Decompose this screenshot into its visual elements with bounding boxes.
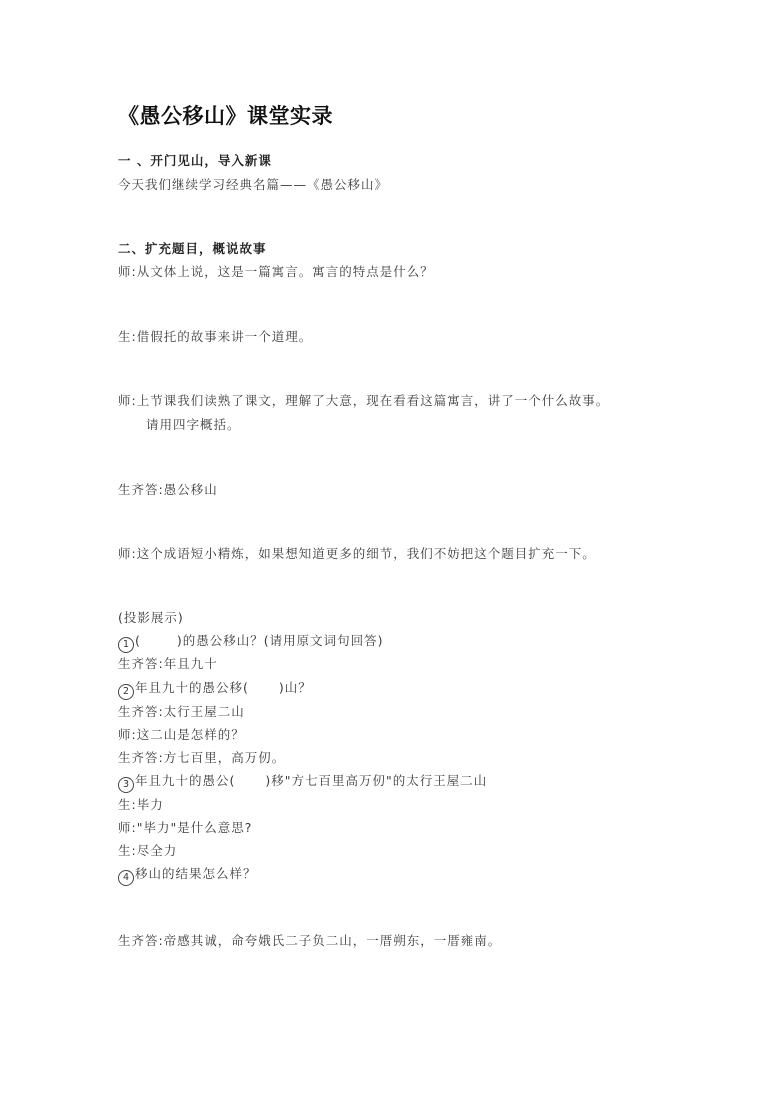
question-2-part-a: 年且九十的愚公移( — [135, 680, 249, 695]
dialogue-line-3-continued: 请用四字概括。 — [146, 417, 241, 432]
answer-1: 生齐答:年且九十 — [118, 656, 218, 671]
circled-number-icon: 4 — [118, 870, 134, 886]
dialogue-line-2: 生:借假托的故事来讲一个道理。 — [118, 329, 313, 344]
question-4-text: 移山的结果怎么样？ — [135, 866, 257, 881]
answer-2c: 生齐答:方七百里，高万仞。 — [118, 750, 286, 765]
document-title: 《愚公移山》课堂实录 — [118, 104, 333, 128]
question-3-part-b: )移"方七百里高万仞"的太行王屋二山 — [265, 773, 488, 788]
question-3 — [118, 773, 487, 793]
section-2-heading: 二、扩充题目，概说故事 — [118, 241, 267, 256]
question-1 — [118, 633, 384, 653]
question-1-part-b: )的愚公移山？(请用原文词句回答) — [176, 633, 384, 648]
question-4 — [118, 866, 257, 886]
dialogue-question-3c: 师:"毕力"是什么意思? — [118, 820, 253, 835]
dialogue-line-4: 生齐答:愚公移山 — [118, 482, 218, 497]
answer-3: 生:毕力 — [118, 797, 164, 812]
projection-note: (投影展示) — [118, 610, 184, 625]
dialogue-line-1: 师:从文体上说，这是一篇寓言。寓言的特点是什么？ — [118, 264, 434, 279]
dialogue-question-2c: 师:这二山是怎样的？ — [118, 727, 245, 742]
dialogue-line-3: 师:上节课我们读熟了课文，理解了大意，现在看看这篇寓言，讲了一个什么故事。 — [118, 393, 610, 408]
dialogue-line-5: 师:这个成语短小精炼，如果想知道更多的细节，我们不妨把这个题目扩充一下。 — [118, 546, 596, 561]
section-1-heading: 一 、开门见山，导入新课 — [118, 153, 272, 168]
question-2 — [118, 680, 312, 700]
section-1-text: 今天我们继续学习经典名篇——《愚公移山》 — [118, 177, 389, 192]
answer-2: 生齐答:太行王屋二山 — [118, 704, 245, 719]
question-1-part-a: ( — [135, 633, 141, 648]
circled-number-icon: 1 — [118, 637, 134, 653]
circled-number-icon: 2 — [118, 684, 134, 700]
question-2-part-b: )山？ — [278, 680, 312, 695]
answer-4: 生齐答:帝感其诚，命夸娥氏二子负二山，一厝朔东，一厝雍南。 — [118, 933, 502, 948]
question-3-part-a: 年且九十的愚公( — [135, 773, 236, 788]
circled-number-icon: 3 — [118, 777, 134, 793]
answer-3c: 生:尽全力 — [118, 843, 178, 858]
